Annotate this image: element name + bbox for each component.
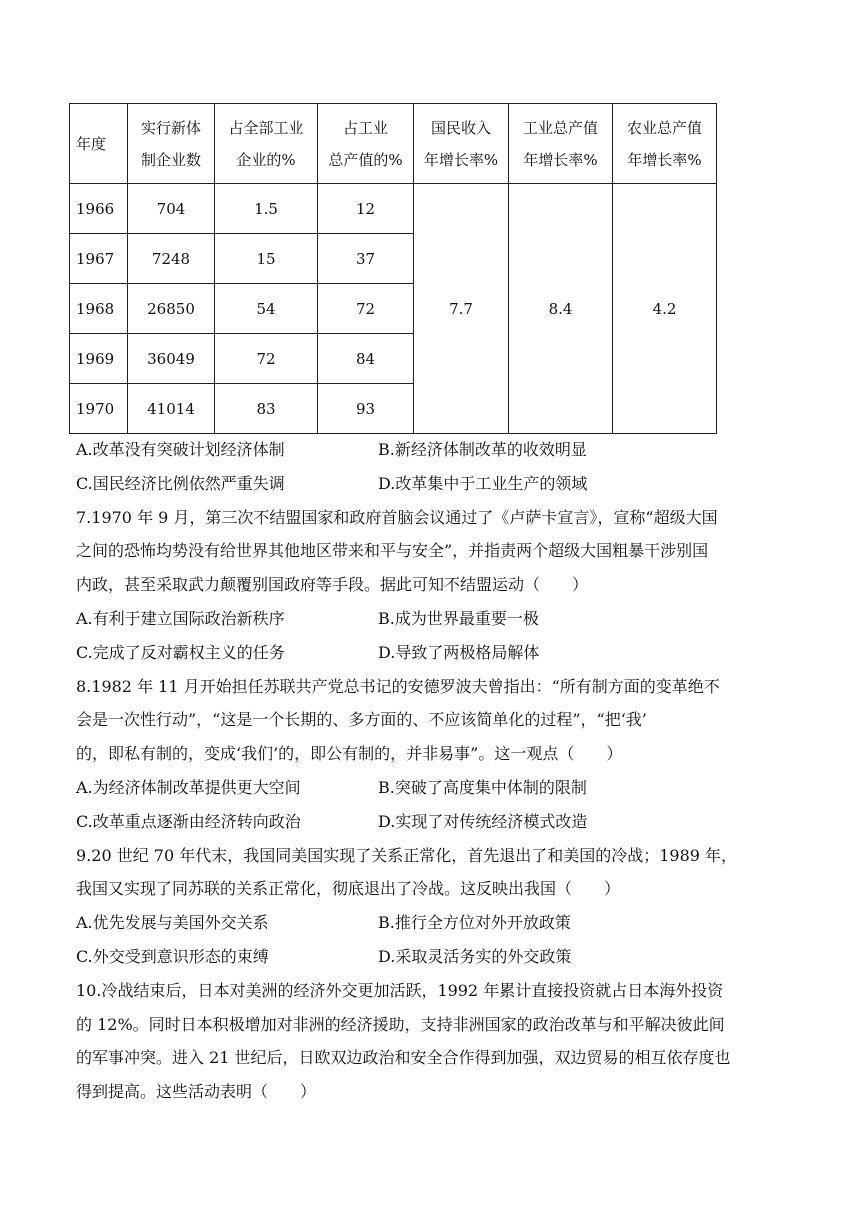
question-stem-line: 的军事冲突。进入 21 世纪后，日欧双边政治和安全合作得到加强，双边贸易的相互依存度也 [76,1048,731,1068]
option-c: C.完成了反对霸权主义的任务 [76,642,285,662]
cell-year: 1966 [70,184,128,234]
header-national-income-growth: 国民收入 年增长率% [414,104,509,184]
question-stem-line: 内政，甚至采取武力颠覆别国政府等手段。据此可知不结盟运动（ ） [76,575,589,595]
header-new-system-enterprises: 实行新体 制企业数 [128,104,215,184]
header-year: 年度 [70,104,128,184]
header-agricultural-output-growth: 农业总产值 年增长率% [613,104,717,184]
cell-year: 1969 [70,334,128,384]
question-stem-line: 的，即私有制的，变成‘我们’的，即公有制的，并非易事”。这一观点（ ） [76,744,623,764]
option-d: D.导致了两极格局解体 [378,642,540,662]
option-c: C.改革重点逐渐由经济转向政治 [76,811,301,831]
option-c: C.国民经济比例依然严重失调 [76,473,285,493]
cell-output-share: 84 [318,334,414,384]
cell-enterprises: 7248 [128,234,215,284]
cell-output-share: 12 [318,184,414,234]
cell-year: 1970 [70,384,128,434]
option-a: A.改革没有突破计划经济体制 [76,440,285,459]
cell-output-share: 37 [318,234,414,284]
question-stem-line: 得到提高。这些活动表明（ ） [76,1082,317,1102]
question-text-block [76,433,788,1109]
option-d: D.采取灵活务实的外交政策 [378,946,572,966]
cell-enterprises: 36049 [128,334,215,384]
cell-industrial-output-growth: 8.4 [509,184,613,434]
cell-year: 1967 [70,234,128,284]
question-stem-line: 的 12%。同时日本积极增加对非洲的经济援助，支持非洲国家的政治改革与和平解决彼此间 [76,1014,725,1034]
cell-enterprise-share: 15 [215,234,318,284]
cell-enterprise-share: 1.5 [215,184,318,234]
cell-enterprises: 704 [128,184,215,234]
question-9 [76,839,788,974]
cell-enterprise-share: 54 [215,284,318,334]
question-10 [76,974,788,1109]
cell-national-income-growth: 7.7 [414,184,509,434]
option-a: A.为经济体制改革提供更大空间 [76,777,301,797]
option-a: A.有利于建立国际政治新秩序 [76,608,285,628]
option-c: C.外交受到意识形态的束缚 [76,946,269,966]
option-b: B.突破了高度集中体制的限制 [378,777,587,797]
cell-year: 1968 [70,284,128,334]
question-stem-line: 9.20 世纪 70 年代末，我国同美国实现了关系正常化，首先退出了和美国的冷战；1989 年， [76,845,738,865]
cell-enterprise-share: 83 [215,384,318,434]
option-b: B.推行全方位对外开放政策 [378,913,571,933]
cell-enterprises: 41014 [128,384,215,434]
table-header-row [70,104,717,184]
question-stem-line: 之间的恐怖均势没有给世界其他地区带来和平与安全”，并指责两个超级大国粗暴干涉别国 [76,541,709,561]
question-stem-line: 会是一次性行动”，“这是一个长期的、多方面的、不应该简单化的过程”，“把‘我’ [76,710,647,730]
question-stem-line: 7.1970 年 9 月，第三次不结盟国家和政府首脑会议通过了《卢萨卡宣言》，宣称“超级大国 [76,507,718,527]
question-stem-line: 我国又实现了同苏联的关系正常化，彻底退出了冷战。这反映出我国（ ） [76,879,621,899]
header-share-of-enterprises: 占全部工业 企业的% [215,104,318,184]
question-7 [76,501,788,670]
cell-agricultural-output-growth: 4.2 [613,184,717,434]
option-b: B.新经济体制改革的收效明显 [378,440,587,459]
question-8 [76,670,788,839]
table-row [70,184,717,234]
question-6-options [76,433,788,501]
option-d: D.改革集中于工业生产的领域 [378,473,588,493]
question-stem-line: 8.1982 年 11 月开始担任苏联共产党总书记的安德罗波夫曾指出：“所有制方面的变革绝不 [76,676,720,696]
question-stem-line: 10.冷战结束后，日本对美洲的经济外交更加活跃，1992 年累计直接投资就占日本海外投资 [76,980,724,1000]
option-a: A.优先发展与美国外交关系 [76,913,269,933]
header-share-of-output: 占工业 总产值的% [318,104,414,184]
cell-enterprises: 26850 [128,284,215,334]
header-industrial-output-growth: 工业总产值 年增长率% [509,104,613,184]
option-b: B.成为世界最重要一极 [378,608,539,628]
cell-enterprise-share: 72 [215,334,318,384]
cell-output-share: 93 [318,384,414,434]
enterprise-statistics-table [69,103,717,434]
option-d: D.实现了对传统经济模式改造 [378,811,588,831]
cell-output-share: 72 [318,284,414,334]
